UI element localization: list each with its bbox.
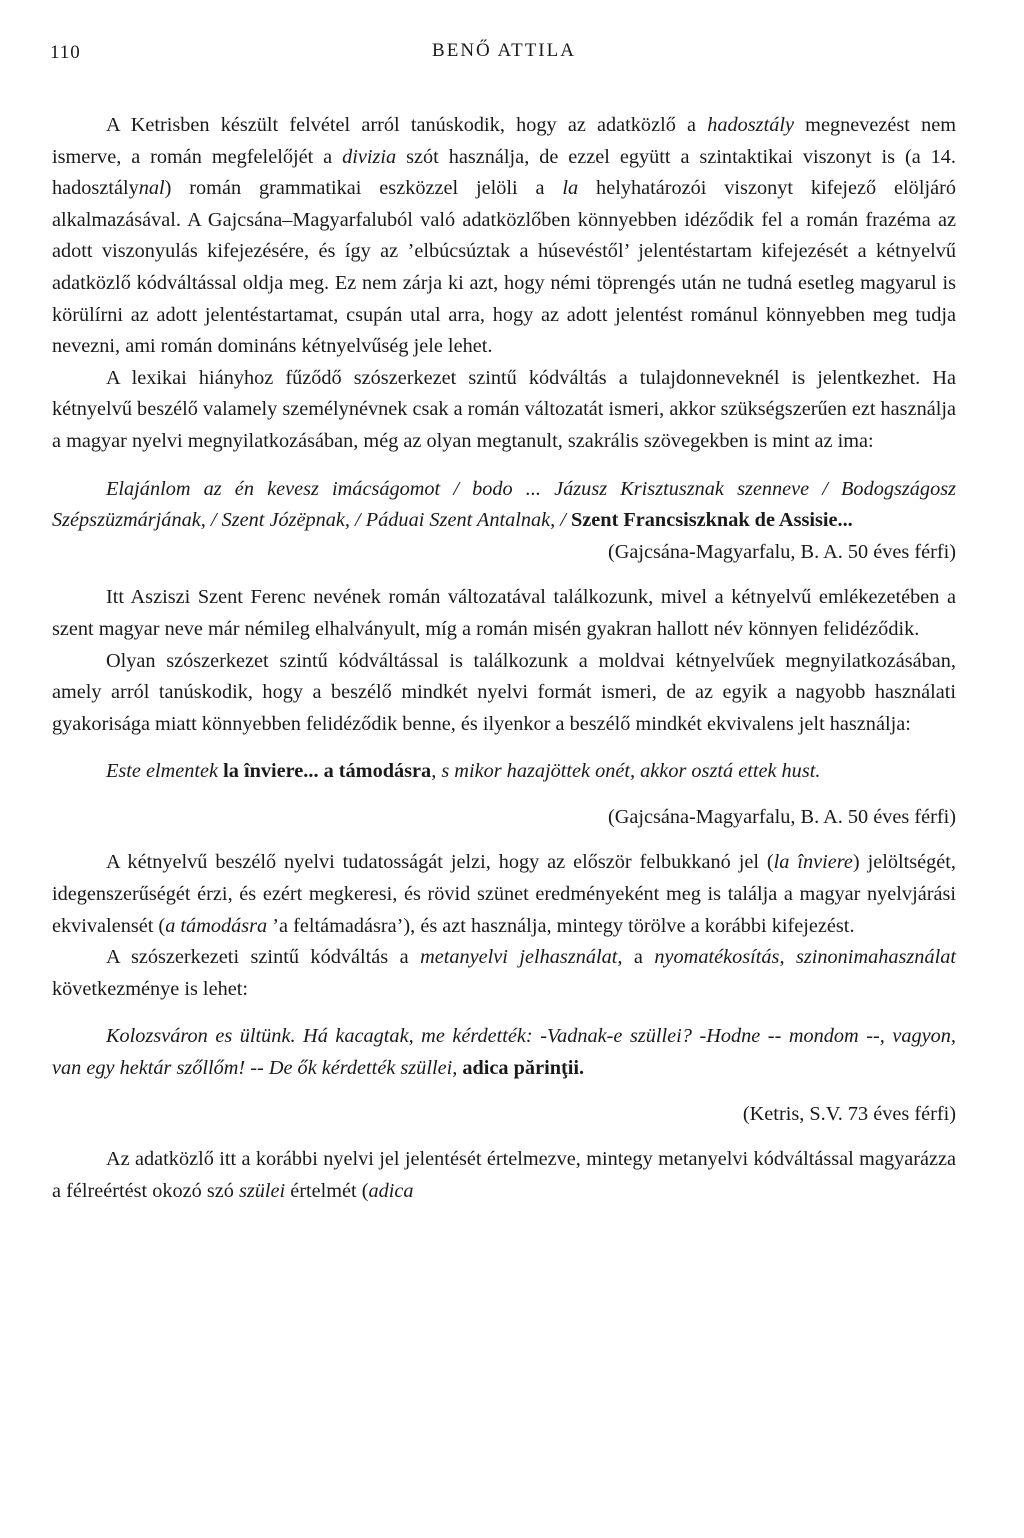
quote-prayer: Elajánlom az én kevesz imácságomot / bodo ... Jázusz Krisztusznak szenneve / Bodogszágosz Szépszüzmárjának, / Szent Józëpnak, / Páduai Szent Antalnak, / Szent Francsiszknak de Assisie... <box>52 477 956 532</box>
paragraph-7: Az adatközlő itt a korábbi nyelvi jel jelentését értelmezve, mintegy metanyelvi kódváltással magyarázza a félreértést okozó szó szülei értelmét (adica <box>52 1148 956 1202</box>
running-head-author: BENŐ ATTILA <box>432 40 576 61</box>
paragraph-5: A kétnyelvű beszélő nyelvi tudatosságát jelzi, hogy az először felbukkanó jel (la înviere) jelöltségét, idegenszerűségét érzi, és ezért megkeresi, és rövid szünet eredményeként meg is találja a magyar nyelvjárási ekvivalensét (a támodásra ’a feltámadásra’), és azt használja, mintegy törölve a korábbi kifejezést. <box>52 851 956 937</box>
quote-source-2: (Gajcsána-Magyarfalu, B. A. 50 éves férfi) <box>607 805 956 828</box>
quote-source-3: (Ketris, S.V. 73 éves férfi) <box>742 1102 956 1125</box>
quote-source-1: (Gajcsána-Magyarfalu, B. A. 50 éves férfi) <box>607 540 956 563</box>
quote-kolozsvar: Kolozsváron es ültünk. Há kacagtak, me kérdették: -Vadnak-e szüllei? -Hodne -- mondom --, vagyon, van egy hektár szőllőm! -- De ők kérdették szüllei, adica părinţii. <box>52 1025 956 1080</box>
running-head <box>52 0 956 110</box>
paragraph-6: A szószerkezeti szintű kódváltás a metanyelvi jelhasználat, a nyomatékosítás, szinonimahasználat következménye is lehet: <box>52 946 956 1000</box>
quote-easter: Este elmentek la înviere... a támodásra, s mikor hazajöttek onét, akkor osztá ettek hust. <box>106 760 821 783</box>
paragraph-4: Olyan szószerkezet szintű kódváltással is találkozunk a moldvai kétnyelvűek megnyilatkozásában, amely arról tanúskodik, hogy a beszélő mindkét nyelvi formát ismeri, de az egyik a nagyobb használati gyakorisága miatt könnyebben felidéződik benne, és ilyenkor a beszélő mindkét ekvivalens jelt használja: <box>52 649 956 735</box>
page-number: 110 <box>50 42 81 63</box>
book-page <box>52 0 956 1207</box>
paragraph-2: A lexikai hiányhoz fűződő szószerkezet szintű kódváltás a tulajdonneveknél is jelentkezhet. Ha kétnyelvű beszélő valamely személynévnek csak a román változatát ismeri, akkor szükségszerűen ezt használja a magyar nyelvi megnyilatkozásában, még az olyan megtanult, szakrális szövegekben is mint az ima: <box>52 366 956 452</box>
paragraph-3: Itt Asziszi Szent Ferenc nevének román változatával találkozunk, mivel a kétnyelvű emlékezetében a szent magyar neve már némileg elhalványult, míg a román misén gyakran hallott név könnyen felidéződik. <box>52 586 956 640</box>
paragraph-1: A Ketrisben készült felvétel arról tanúskodik, hogy az adatközlő a hadosztály megnevezést nem ismerve, a román megfelelőjét a divizia szót használja, de ezzel együtt a szintaktikai viszonyt is (a 14. hadosztálynal) román grammatikai eszközzel jelöli a la helyhatározói viszonyt kifejező elöljáró alkalmazásával. A Gajcsána–Magyarfaluból való adatközlőben könnyebben idéződik fel a román frazéma az adott viszonyulás kifejezésére, és így az ’elbúcsúztak a húsevéstől’ jelentéstartam kifejezését a kétnyelvű adatközlő kódváltással oldja meg. Ez nem zárja ki azt, hogy némi töprengés után ne tudná esetleg magyarul is körülírni az adott jelentéstartamat, csupán utal arra, hogy az adott jelentést románul könnyebben meg tudja nevezni, ami román domináns kétnyelvűség jele lehet. <box>52 114 956 358</box>
